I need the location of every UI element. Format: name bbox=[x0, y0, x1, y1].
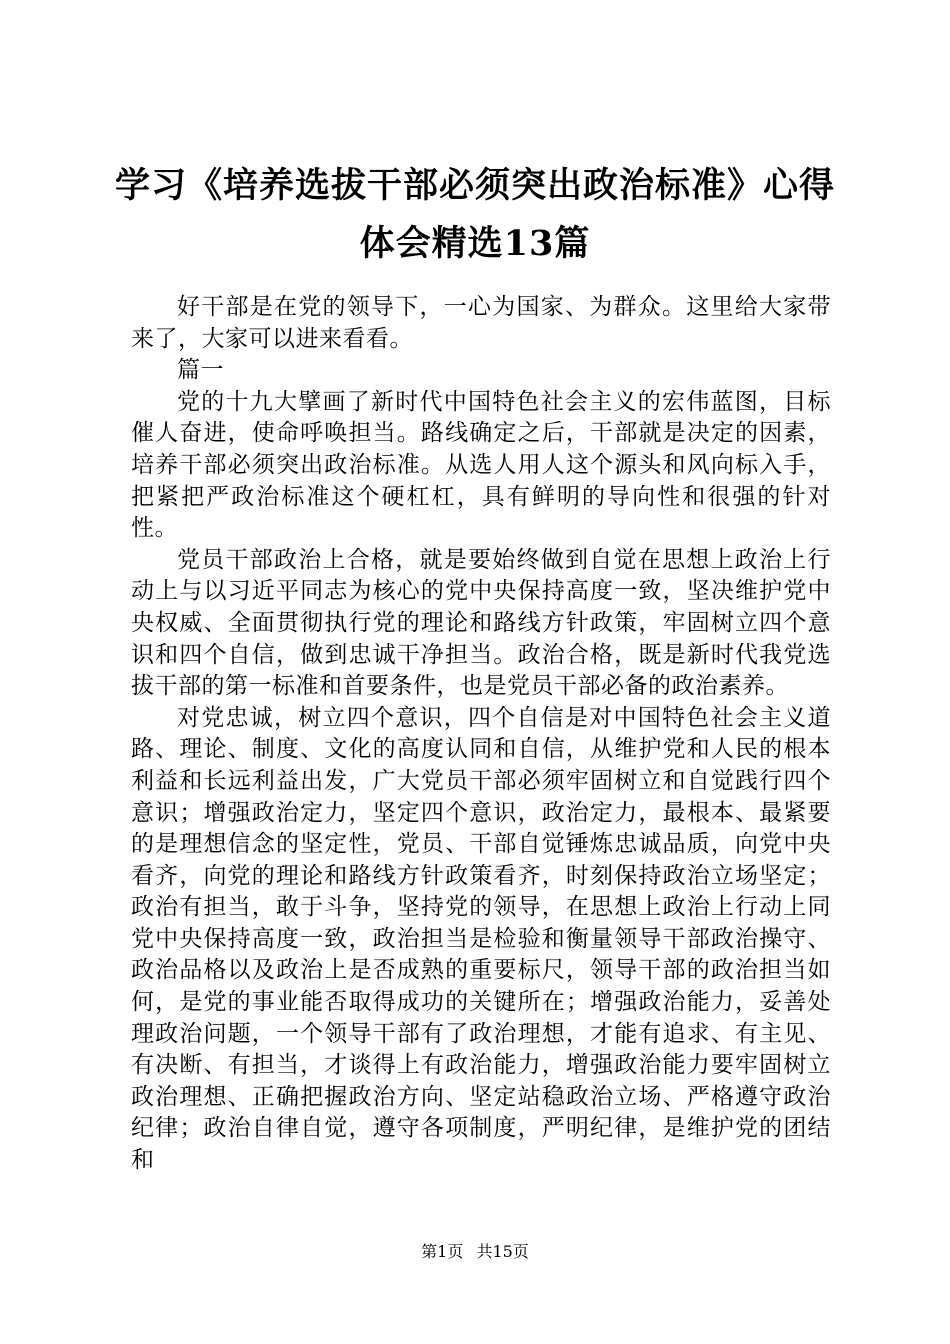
total-pages: 共15页 bbox=[476, 1242, 529, 1261]
body-paragraph: 对党忠诚，树立四个意识，四个自信是对中国特色社会主义道路、理论、制度、文化的高度认同和自信，从维护党和人民的根本利益和长远利益出发，广大党员干部必须牢固树立和自觉践行四个意识；增强政治定力，坚定四个意识，政治定力，最根本、最紧要的是理想信念的坚定性，党员、干部自觉锤炼忠诚品质，向党中央看齐，向党的理论和路线方针政策看齐，时刻保持政治立场坚定；政治有担当，敢于斗争，坚持党的领导，在思想上政治上行动上同党中央保持高度一致，政治担当是检验和衡量领导干部政治操守、政治品格以及政治上是否成熟的重要标尺，领导干部的政治担当如何，是党的事业能否取得成功的关键所在；增强政治能力，妥善处理政治问题，一个领导干部有了政治理想，才能有追求、有主见、有决断、有担当，才谈得上有政治能力，增强政治能力要牢固树立政治理想、正确把握政治方向、坚定站稳政治立场、严格遵守政治纪律；政治自律自觉，遵守各项制度，严明纪律，是维护党的团结和 bbox=[131, 704, 831, 1174]
document-body bbox=[131, 292, 831, 1177]
section-heading: 篇一 bbox=[177, 357, 224, 384]
body-paragraph: 党员干部政治上合格，就是要始终做到自觉在思想上政治上行动上与以习近平同志为核心的党中央保持高度一致，坚决维护党中央权威、全面贯彻执行党的理论和路线方针政策，牢固树立四个意识和四个自信，做到忠诚干净担当。政治合格，既是新时代我党选拔干部的第一标准和首要条件，也是党员干部必备的政治素养。 bbox=[131, 546, 831, 700]
document-title-line-2: 体会精选13篇 bbox=[359, 223, 591, 264]
page-footer bbox=[0, 1240, 950, 1264]
page-number: 第1页 bbox=[421, 1242, 464, 1261]
document-title-line-1: 学习《培养选拔干部必须突出政治标准》心得 bbox=[114, 165, 835, 206]
intro-paragraph: 好干部是在党的领导下，一心为国家、为群众。这里给大家带来了，大家可以进来看看。 bbox=[131, 294, 831, 352]
body-paragraph: 党的十九大擘画了新时代中国特色社会主义的宏伟蓝图，目标催人奋进，使命呼唤担当。路线确定之后，干部就是决定的因素，培养干部必须突出政治标准。从选人用人这个源头和风向标入手，把紧把严政治标准这个硬杠杠，具有鲜明的导向性和很强的针对性。 bbox=[131, 388, 831, 542]
